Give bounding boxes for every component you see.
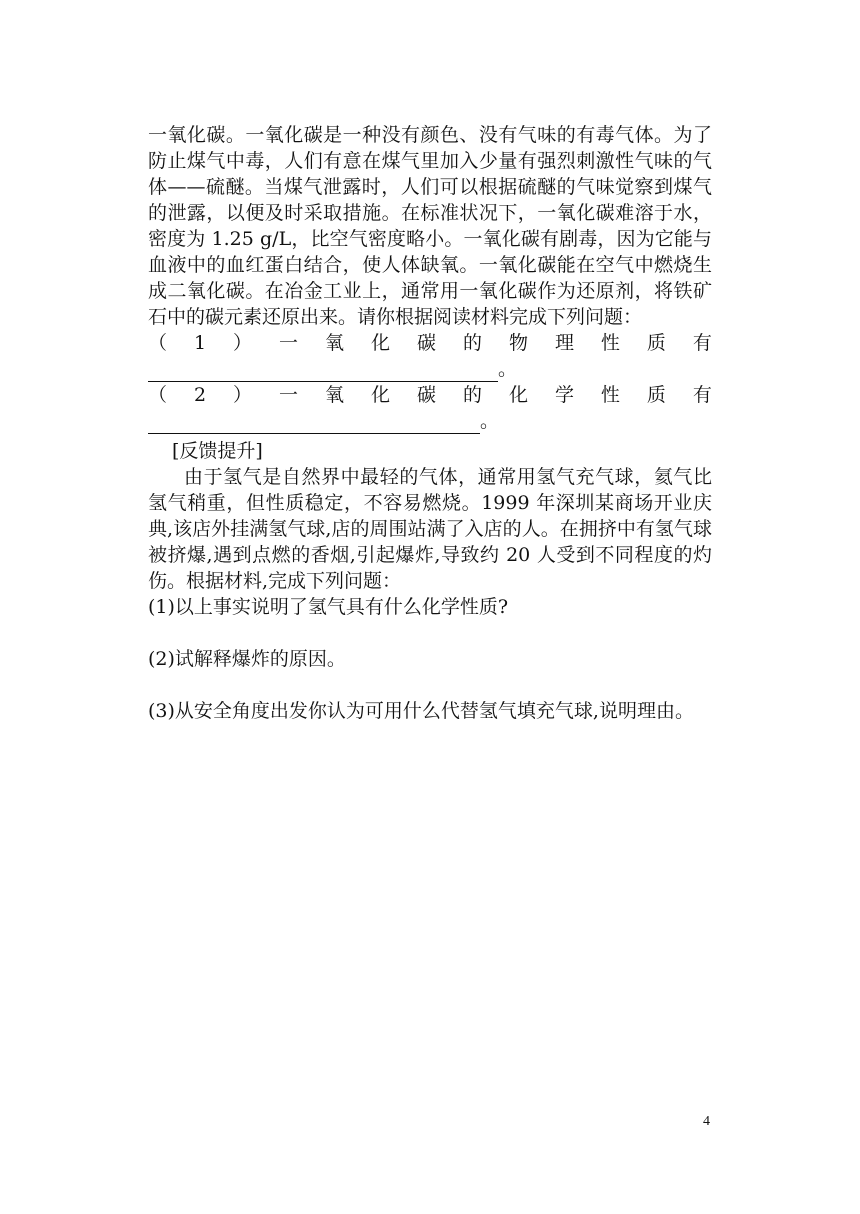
question-2-char: （ xyxy=(148,384,168,406)
question-1-char: ） xyxy=(233,332,253,354)
question-item: (2)试解释爆炸的原因。 xyxy=(148,648,346,670)
question-1-char: 一 xyxy=(279,332,299,354)
question-1-char: 1 xyxy=(193,332,207,354)
question-2-char: 碳 xyxy=(416,384,436,406)
blank-end-mark: 。 xyxy=(480,410,500,432)
question-item: (1)以上事实说明了氢气具有什么化学性质? xyxy=(148,596,509,618)
question-2-prompt xyxy=(148,382,712,408)
document-body xyxy=(148,122,712,724)
question-2-char: 有 xyxy=(692,384,712,406)
question-item: (3)从安全角度出发你认为可用什么代替氢气填充气球,说明理由。 xyxy=(148,700,694,722)
feedback-passage: 由于氢气是自然界中最轻的气体，通常用氢气充气球，氦气比氢气稍重，但性质稳定，不容易燃烧。1999 年深圳某商场开业庆典,该店外挂满氢气球,店的周围站满了入店的人。在拥挤中有氢气球被挤爆,遇到点燃的香烟,引起爆炸,导致约 20 人受到不同程度的灼伤。根据材料,完成下列问题： xyxy=(148,466,712,592)
section-heading: [反馈提升] xyxy=(172,440,263,462)
question-1-char: 理 xyxy=(554,332,574,354)
question-1-prompt xyxy=(148,330,712,356)
question-2-answer-line xyxy=(148,408,712,434)
question-1-answer-line xyxy=(148,356,712,382)
question-2-char: 化 xyxy=(508,384,528,406)
question-2-char: 学 xyxy=(554,384,574,406)
question-2-char: 2 xyxy=(193,384,207,406)
answer-blank-1[interactable] xyxy=(148,361,498,382)
question-1-char: 碳 xyxy=(416,332,436,354)
question-2-char: 化 xyxy=(371,384,391,406)
answer-blank-2[interactable] xyxy=(148,413,480,434)
question-2-char: 性 xyxy=(600,384,620,406)
blank-end-mark: 。 xyxy=(498,358,518,380)
question-2-char: 质 xyxy=(646,384,666,406)
question-2-char: 一 xyxy=(279,384,299,406)
question-2-char: 的 xyxy=(462,384,482,406)
question-1-char: 化 xyxy=(371,332,391,354)
answer-space xyxy=(148,620,712,646)
answer-space xyxy=(148,672,712,698)
question-1-char: 氧 xyxy=(325,332,345,354)
question-1-char: 性 xyxy=(600,332,620,354)
question-2-char: ） xyxy=(233,384,253,406)
question-2-char: 氧 xyxy=(325,384,345,406)
question-1-char: 有 xyxy=(692,332,712,354)
page-number: 4 xyxy=(703,1114,710,1129)
question-1-char: 物 xyxy=(508,332,528,354)
question-1-char: （ xyxy=(148,332,168,354)
reading-passage: 一氧化碳。一氧化碳是一种没有颜色、没有气味的有毒气体。为了防止煤气中毒，人们有意在煤气里加入少量有强烈刺激性气味的气体——硫醚。当煤气泄露时，人们可以根据硫醚的气味觉察到煤气的泄露，以便及时采取措施。在标准状况下，一氧化碳难溶于水，密度为 1.25 g/L，比空气密度略小。一氧化碳有剧毒，因为它能与血液中的血红蛋白结合，使人体缺氧。一氧化碳能在空气中燃烧生成二氧化碳。在冶金工业上，通常用一氧化碳作为还原剂，将铁矿石中的碳元素还原出来。请你根据阅读材料完成下列问题： xyxy=(148,124,712,328)
question-1-char: 的 xyxy=(462,332,482,354)
question-1-char: 质 xyxy=(646,332,666,354)
